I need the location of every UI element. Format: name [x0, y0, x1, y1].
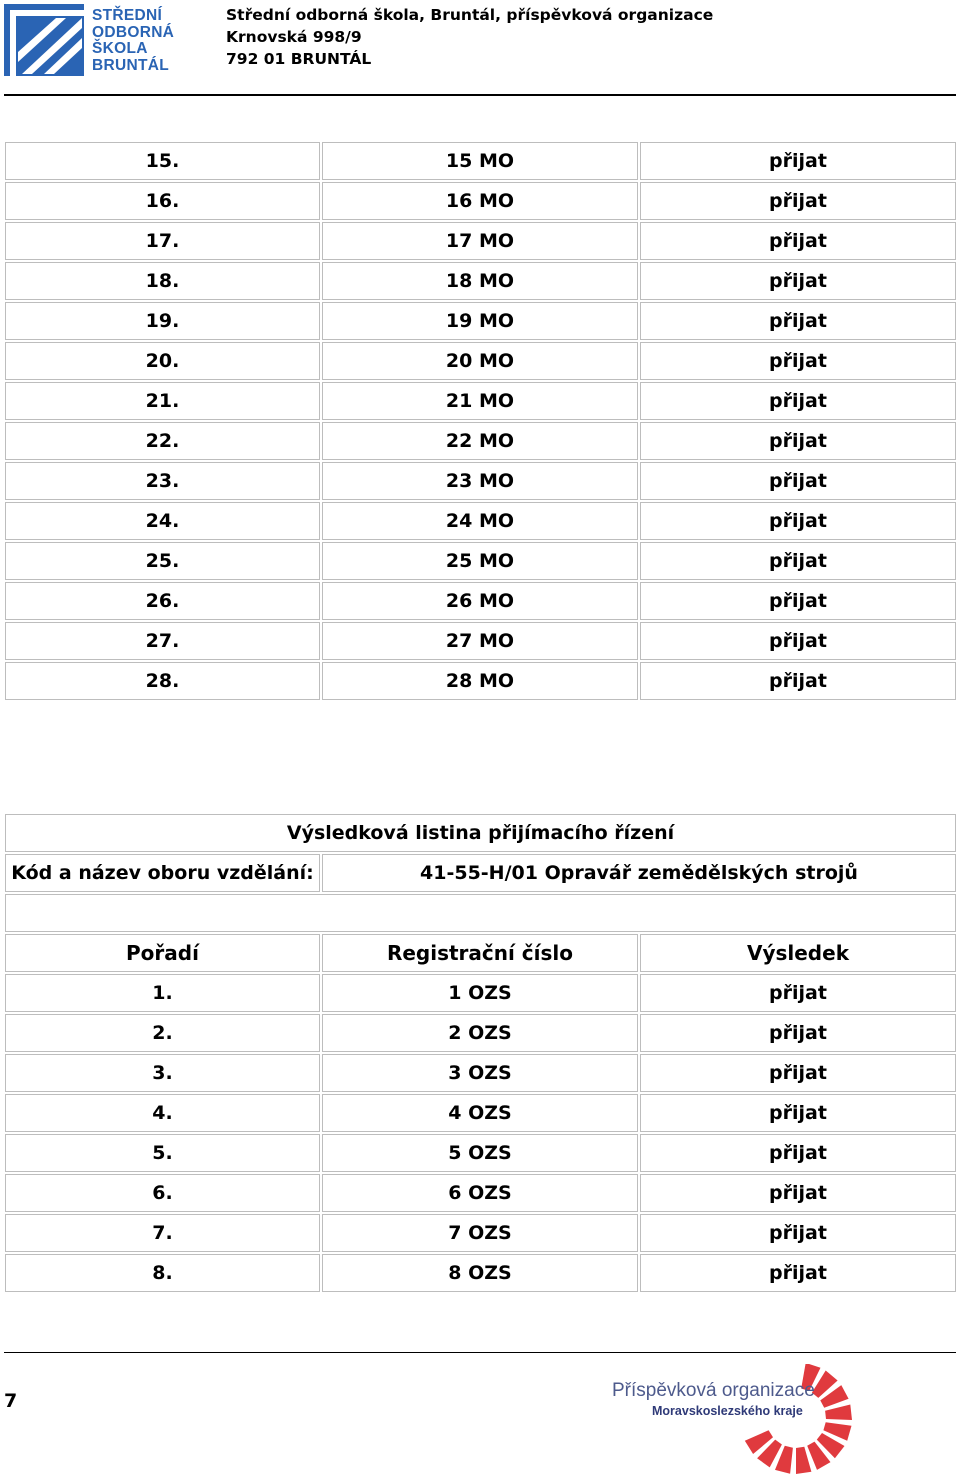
table-row	[5, 382, 956, 420]
row-registration-number: 16 MO	[322, 182, 638, 220]
row-registration-number: 22 MO	[322, 422, 638, 460]
row-order: 2.	[5, 1014, 320, 1052]
row-result: přijat	[640, 542, 956, 580]
table-row	[5, 302, 956, 340]
row-result: přijat	[640, 382, 956, 420]
table-row	[5, 1214, 956, 1252]
row-registration-number: 23 MO	[322, 462, 638, 500]
row-registration-number: 7 OZS	[322, 1214, 638, 1252]
results-table-ozs	[3, 812, 958, 1294]
row-order: 16.	[5, 182, 320, 220]
row-order: 5.	[5, 1134, 320, 1172]
logo-line: ŠKOLA	[92, 40, 148, 57]
table-row	[5, 1174, 956, 1212]
row-result: přijat	[640, 502, 956, 540]
row-order: 25.	[5, 542, 320, 580]
header-divider	[4, 94, 956, 96]
row-registration-number: 5 OZS	[322, 1134, 638, 1172]
table-row	[5, 142, 956, 180]
results-table-mo	[3, 140, 958, 702]
row-order: 24.	[5, 502, 320, 540]
table-row	[5, 1254, 956, 1292]
table-row	[5, 462, 956, 500]
row-registration-number: 26 MO	[322, 582, 638, 620]
row-registration-number: 24 MO	[322, 502, 638, 540]
column-header-registration: Registrační číslo	[322, 934, 638, 972]
row-registration-number: 8 OZS	[322, 1254, 638, 1292]
page-number: 7	[4, 1390, 18, 1412]
footer-divider	[4, 1352, 956, 1353]
table-row	[5, 182, 956, 220]
table-row	[5, 342, 956, 380]
row-order: 8.	[5, 1254, 320, 1292]
row-result: přijat	[640, 1214, 956, 1252]
row-registration-number: 2 OZS	[322, 1014, 638, 1052]
row-registration-number: 17 MO	[322, 222, 638, 260]
row-order: 17.	[5, 222, 320, 260]
row-order: 19.	[5, 302, 320, 340]
row-order: 1.	[5, 974, 320, 1012]
row-registration-number: 18 MO	[322, 262, 638, 300]
table-row	[5, 662, 956, 700]
table-row	[5, 974, 956, 1012]
school-logo-text	[92, 8, 196, 74]
row-registration-number: 19 MO	[322, 302, 638, 340]
row-registration-number: 3 OZS	[322, 1054, 638, 1092]
row-result: přijat	[640, 302, 956, 340]
column-header-result: Výsledek	[640, 934, 956, 972]
row-order: 7.	[5, 1214, 320, 1252]
field-code-label: Kód a název oboru vzdělání:	[5, 854, 320, 892]
row-registration-number: 1 OZS	[322, 974, 638, 1012]
row-result: přijat	[640, 582, 956, 620]
org-logo-title: Příspěvková organizace	[612, 1380, 815, 1401]
row-result: přijat	[640, 974, 956, 1012]
page-header	[0, 0, 960, 98]
row-order: 27.	[5, 622, 320, 660]
arc-segment	[796, 1447, 811, 1474]
school-logo-mark-icon	[4, 4, 84, 76]
column-header-order: Pořadí	[5, 934, 320, 972]
school-address-block	[226, 4, 713, 70]
row-order: 22.	[5, 422, 320, 460]
row-result: přijat	[640, 1094, 956, 1132]
row-order: 18.	[5, 262, 320, 300]
row-result: přijat	[640, 142, 956, 180]
row-result: přijat	[640, 262, 956, 300]
row-order: 6.	[5, 1174, 320, 1212]
row-result: přijat	[640, 662, 956, 700]
row-order: 28.	[5, 662, 320, 700]
row-result: přijat	[640, 462, 956, 500]
table-row	[5, 582, 956, 620]
row-result: přijat	[640, 1134, 956, 1172]
table-row	[5, 1094, 956, 1132]
row-registration-number: 4 OZS	[322, 1094, 638, 1132]
table-header-row	[5, 934, 956, 972]
logo-line: ODBORNÁ	[92, 23, 175, 41]
org-logo-subtitle: Moravskoslezského kraje	[652, 1404, 803, 1418]
table-title-row	[5, 814, 956, 852]
row-order: 21.	[5, 382, 320, 420]
row-result: přijat	[640, 622, 956, 660]
table-row	[5, 222, 956, 260]
row-order: 26.	[5, 582, 320, 620]
row-order: 15.	[5, 142, 320, 180]
table-row	[5, 1134, 956, 1172]
table-row	[5, 542, 956, 580]
school-street: Krnovská 998/9	[226, 28, 362, 46]
row-result: přijat	[640, 1054, 956, 1092]
row-order: 23.	[5, 462, 320, 500]
table-row	[5, 422, 956, 460]
row-result: přijat	[640, 182, 956, 220]
results-title: Výsledková listina přijímacího řízení	[5, 814, 956, 852]
field-code-value: 41-55-H/01 Opravář zemědělských strojů	[322, 854, 956, 892]
field-of-study-row	[5, 854, 956, 892]
school-name: Střední odborná škola, Bruntál, příspěvková organizace	[226, 6, 714, 24]
row-result: přijat	[640, 1174, 956, 1212]
row-registration-number: 15 MO	[322, 142, 638, 180]
row-registration-number: 25 MO	[322, 542, 638, 580]
row-result: přijat	[640, 222, 956, 260]
logo-line: STŘEDNÍ	[92, 7, 163, 24]
row-order: 3.	[5, 1054, 320, 1092]
row-order: 4.	[5, 1094, 320, 1132]
row-result: přijat	[640, 422, 956, 460]
row-order: 20.	[5, 342, 320, 380]
row-result: přijat	[640, 1014, 956, 1052]
row-result: přijat	[640, 1254, 956, 1292]
school-logo	[4, 4, 194, 76]
table-row	[5, 1014, 956, 1052]
row-result: přijat	[640, 342, 956, 380]
row-registration-number: 6 OZS	[322, 1174, 638, 1212]
row-registration-number: 20 MO	[322, 342, 638, 380]
row-registration-number: 27 MO	[322, 622, 638, 660]
row-registration-number: 21 MO	[322, 382, 638, 420]
table-row	[5, 1054, 956, 1092]
table-row	[5, 262, 956, 300]
logo-line: BRUNTÁL	[92, 56, 170, 74]
row-registration-number: 28 MO	[322, 662, 638, 700]
spacer-row	[5, 894, 956, 932]
table-row	[5, 622, 956, 660]
region-organization-logo	[608, 1364, 868, 1476]
empty-cell	[5, 894, 956, 932]
table-row	[5, 502, 956, 540]
arc-segment	[825, 1405, 852, 1421]
school-city: 792 01 BRUNTÁL	[226, 50, 372, 68]
